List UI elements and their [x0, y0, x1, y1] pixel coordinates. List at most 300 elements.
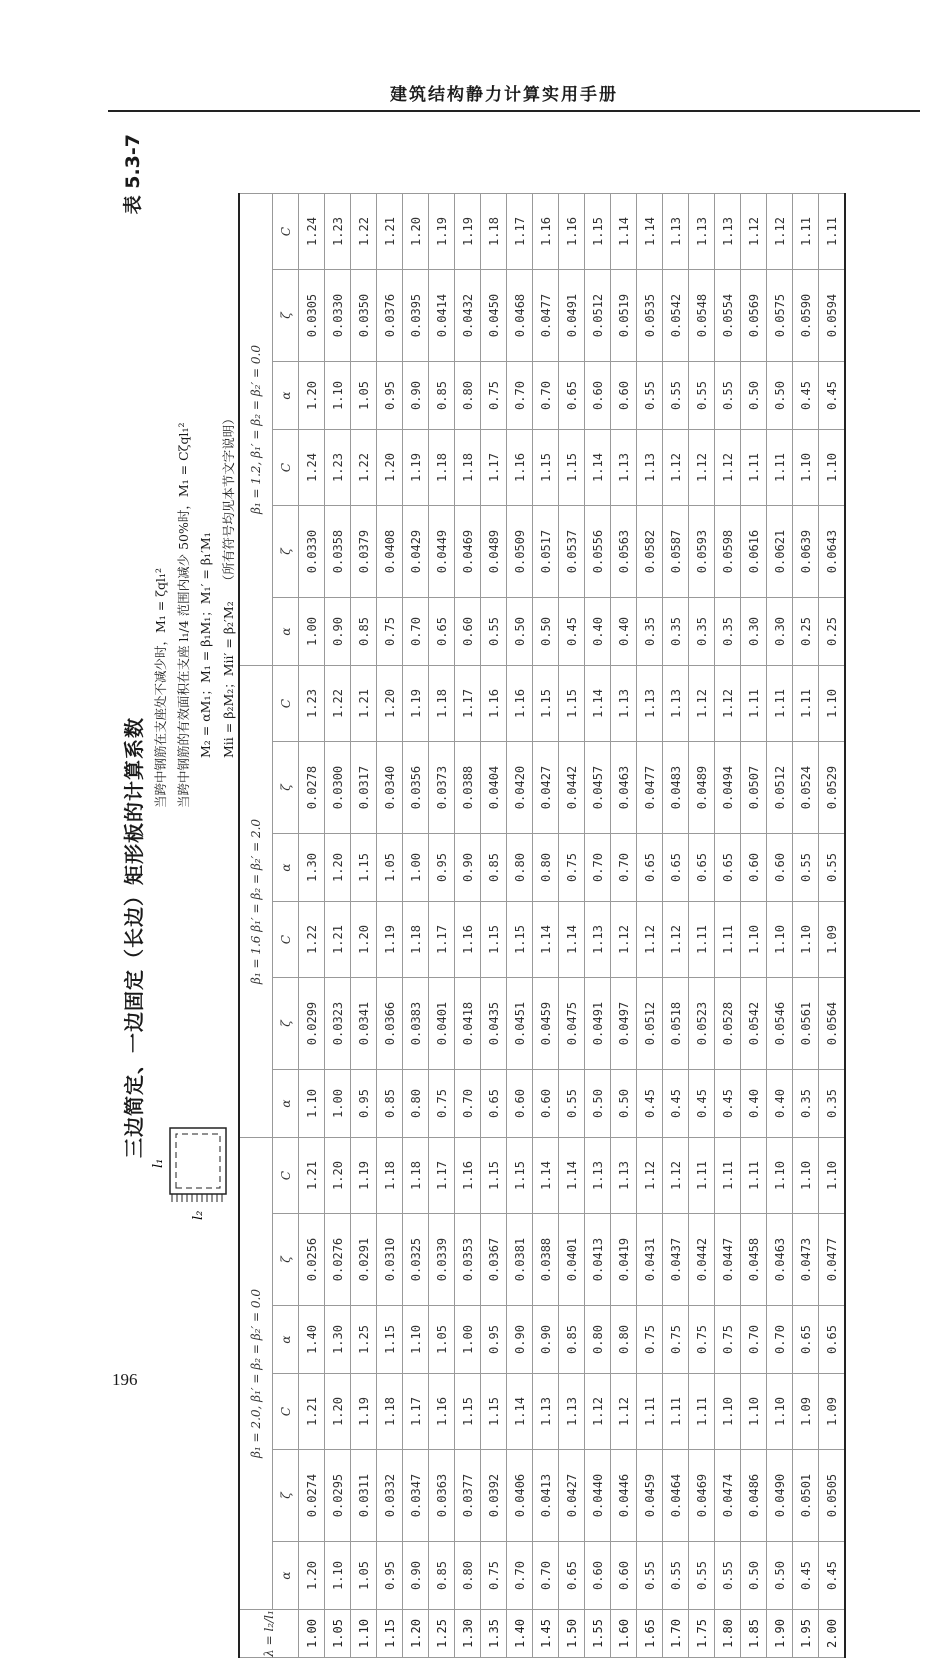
table-cell: 0.0535 — [637, 270, 663, 362]
table-cell: 0.35 — [663, 598, 689, 666]
table-cell: 0.0406 — [507, 1450, 533, 1542]
table-cell: 0.70 — [507, 1542, 533, 1610]
column-header: α — [273, 1070, 299, 1138]
table-cell: 0.0463 — [611, 742, 637, 834]
table-cell: 1.13 — [611, 1138, 637, 1214]
table-cell: 1.18 — [429, 666, 455, 742]
table-cell: 0.0469 — [455, 506, 481, 598]
table-cell: 1.15 — [481, 1374, 507, 1450]
table-cell: 0.90 — [403, 1542, 429, 1610]
table-cell: 1.18 — [403, 1138, 429, 1214]
lambda-value: 1.95 — [793, 1610, 819, 1658]
column-header: C — [273, 430, 299, 506]
table-cell: 1.11 — [793, 194, 819, 270]
table-cell: 1.19 — [455, 194, 481, 270]
table-cell: 0.95 — [429, 834, 455, 902]
table-cell: 0.0469 — [689, 1450, 715, 1542]
table-cell: 1.30 — [299, 834, 325, 902]
table-cell: 0.80 — [455, 1542, 481, 1610]
table-cell: 1.15 — [533, 430, 559, 506]
table-cell: 0.70 — [611, 834, 637, 902]
table-row — [819, 194, 846, 1658]
table-cell: 0.65 — [559, 362, 585, 430]
table-cell: 1.19 — [429, 194, 455, 270]
table-cell: 1.13 — [533, 1374, 559, 1450]
lambda-value: 1.10 — [351, 1610, 377, 1658]
table-cell: 0.0528 — [715, 978, 741, 1070]
table-cell: 0.65 — [689, 834, 715, 902]
table-cell: 0.0447 — [715, 1214, 741, 1306]
table-cell: 0.85 — [377, 1070, 403, 1138]
table-cell: 1.12 — [767, 194, 793, 270]
table-cell: 0.0395 — [403, 270, 429, 362]
table-cell: 1.16 — [455, 902, 481, 978]
table-title: 三边简定、一边固定（长边）矩形板的计算系数 — [122, 717, 146, 1158]
table-row — [429, 194, 455, 1658]
table-cell: 1.13 — [611, 666, 637, 742]
table-cell: 1.11 — [767, 430, 793, 506]
column-header: ζ — [273, 978, 299, 1070]
table-cell: 1.10 — [715, 1374, 741, 1450]
table-row — [741, 194, 767, 1658]
table-cell: 1.10 — [767, 902, 793, 978]
table-cell: 1.14 — [585, 666, 611, 742]
table-cell: 0.45 — [689, 1070, 715, 1138]
table-cell: 1.13 — [611, 430, 637, 506]
lambda-value: 1.65 — [637, 1610, 663, 1658]
table-cell: 1.12 — [585, 1374, 611, 1450]
table-cell: 0.0295 — [325, 1450, 351, 1542]
table-cell: 1.12 — [715, 430, 741, 506]
table-cell: 0.0474 — [715, 1450, 741, 1542]
table-cell: 0.0507 — [741, 742, 767, 834]
table-cell: 0.30 — [741, 598, 767, 666]
table-cell: 0.0429 — [403, 506, 429, 598]
column-header: ζ — [273, 742, 299, 834]
table-cell: 0.0524 — [793, 742, 819, 834]
table-cell: 0.0341 — [351, 978, 377, 1070]
table-cell: 0.50 — [585, 1070, 611, 1138]
table-cell: 0.65 — [637, 834, 663, 902]
table-cell: 0.80 — [403, 1070, 429, 1138]
table-cell: 0.60 — [611, 362, 637, 430]
column-header: C — [273, 1138, 299, 1214]
table-cell: 1.15 — [507, 902, 533, 978]
table-cell: 1.11 — [637, 1374, 663, 1450]
table-cell: 0.45 — [793, 1542, 819, 1610]
column-header: C — [273, 1374, 299, 1450]
table-cell: 0.90 — [455, 834, 481, 902]
table-cell: 1.11 — [689, 1374, 715, 1450]
table-row — [689, 194, 715, 1658]
table-cell: 1.20 — [325, 1374, 351, 1450]
table-cell: 0.0575 — [767, 270, 793, 362]
table-cell: 0.80 — [455, 362, 481, 430]
table-cell: 0.35 — [689, 598, 715, 666]
table-cell: 0.0350 — [351, 270, 377, 362]
table-cell: 0.0392 — [481, 1450, 507, 1542]
table-cell: 1.00 — [403, 834, 429, 902]
table-cell: 0.0408 — [377, 506, 403, 598]
column-header: α — [273, 834, 299, 902]
table-cell: 0.55 — [689, 362, 715, 430]
note-line-2: 当跨中钢筋的有效面积在支座 l₁/4 范围内减少 50%时，M₁ = Cζql₁² — [175, 422, 191, 808]
table-cell: 0.0616 — [741, 506, 767, 598]
table-cell: 0.95 — [481, 1306, 507, 1374]
table-cell: 1.19 — [351, 1374, 377, 1450]
table-cell: 0.0458 — [741, 1214, 767, 1306]
table-cell: 0.40 — [611, 598, 637, 666]
lambda-value: 1.35 — [481, 1610, 507, 1658]
table-cell: 1.10 — [793, 902, 819, 978]
table-cell: 0.90 — [533, 1306, 559, 1374]
table-cell: 1.22 — [299, 902, 325, 978]
lambda-value: 1.90 — [767, 1610, 793, 1658]
table-cell: 0.0414 — [429, 270, 455, 362]
table-cell: 1.16 — [559, 194, 585, 270]
table-cell: 0.0554 — [715, 270, 741, 362]
table-cell: 1.19 — [403, 430, 429, 506]
table-cell: 1.15 — [351, 834, 377, 902]
table-cell: 0.0381 — [507, 1214, 533, 1306]
table-cell: 0.0582 — [637, 506, 663, 598]
table-cell: 0.0419 — [611, 1214, 637, 1306]
table-cell: 1.00 — [299, 598, 325, 666]
table-row — [793, 194, 819, 1658]
table-cell: 1.12 — [689, 666, 715, 742]
table-cell: 1.16 — [507, 430, 533, 506]
table-cell: 1.16 — [533, 194, 559, 270]
table-cell: 0.0512 — [767, 742, 793, 834]
table-cell: 0.35 — [819, 1070, 846, 1138]
table-cell: 0.45 — [819, 362, 846, 430]
table-cell: 0.0542 — [741, 978, 767, 1070]
lambda-value: 1.00 — [299, 1610, 325, 1658]
table-cell: 1.21 — [299, 1138, 325, 1214]
table-cell: 0.40 — [767, 1070, 793, 1138]
table-cell: 1.12 — [637, 1138, 663, 1214]
table-cell: 1.16 — [455, 1138, 481, 1214]
table-cell: 0.0274 — [299, 1450, 325, 1542]
table-cell: 0.85 — [429, 1542, 455, 1610]
table-cell: 0.70 — [507, 362, 533, 430]
table-cell: 0.35 — [637, 598, 663, 666]
table-cell: 0.0512 — [585, 270, 611, 362]
table-cell: 0.60 — [767, 834, 793, 902]
column-header: ζ — [273, 1450, 299, 1542]
table-cell: 0.0564 — [819, 978, 846, 1070]
lambda-value: 1.80 — [715, 1610, 741, 1658]
table-cell: 0.55 — [663, 1542, 689, 1610]
table-cell: 1.14 — [507, 1374, 533, 1450]
column-header: ζ — [273, 270, 299, 362]
table-cell: 0.30 — [767, 598, 793, 666]
table-cell: 0.65 — [559, 1542, 585, 1610]
table-row — [403, 194, 429, 1658]
table-cell: 0.0563 — [611, 506, 637, 598]
table-cell: 1.10 — [767, 1374, 793, 1450]
table-cell: 0.0486 — [741, 1450, 767, 1542]
table-cell: 0.0420 — [507, 742, 533, 834]
table-cell: 0.0497 — [611, 978, 637, 1070]
table-cell: 0.55 — [715, 362, 741, 430]
table-cell: 1.23 — [325, 194, 351, 270]
table-cell: 1.20 — [377, 430, 403, 506]
table-cell: 0.50 — [741, 362, 767, 430]
table-cell: 1.10 — [793, 1138, 819, 1214]
table-cell: 0.40 — [585, 598, 611, 666]
table-cell: 0.25 — [819, 598, 846, 666]
lambda-value: 1.40 — [507, 1610, 533, 1658]
table-cell: 1.15 — [507, 1138, 533, 1214]
table-cell: 0.70 — [585, 834, 611, 902]
table-cell: 0.0437 — [663, 1214, 689, 1306]
column-header: ζ — [273, 1214, 299, 1306]
table-cell: 1.10 — [403, 1306, 429, 1374]
table-cell: 0.75 — [715, 1306, 741, 1374]
table-cell: 0.45 — [663, 1070, 689, 1138]
table-cell: 1.10 — [819, 1138, 846, 1214]
table-cell: 1.13 — [663, 666, 689, 742]
table-cell: 0.95 — [351, 1070, 377, 1138]
lambda-value: 1.45 — [533, 1610, 559, 1658]
column-header: α — [273, 598, 299, 666]
table-row — [715, 194, 741, 1658]
table-row — [351, 194, 377, 1658]
table-cell: 0.0451 — [507, 978, 533, 1070]
table-cell: 0.0330 — [299, 506, 325, 598]
table-cell: 1.10 — [299, 1070, 325, 1138]
lambda-value: 1.50 — [559, 1610, 585, 1658]
table-cell: 0.0291 — [351, 1214, 377, 1306]
table-cell: 0.0401 — [429, 978, 455, 1070]
table-cell: 0.0548 — [689, 270, 715, 362]
table-cell: 1.10 — [793, 430, 819, 506]
table-cell: 1.15 — [377, 1306, 403, 1374]
table-cell: 0.0358 — [325, 506, 351, 598]
note-line-4-tail: （所有符号均见本节文字说明） — [220, 412, 236, 588]
table-cell: 0.0556 — [585, 506, 611, 598]
table-row — [481, 194, 507, 1658]
table-cell: 0.75 — [429, 1070, 455, 1138]
lambda-value: 1.75 — [689, 1610, 715, 1658]
table-cell: 1.10 — [819, 430, 846, 506]
table-cell: 1.30 — [325, 1306, 351, 1374]
table-cell: 0.0489 — [481, 506, 507, 598]
table-cell: 0.60 — [611, 1542, 637, 1610]
table-cell: 1.24 — [299, 430, 325, 506]
table-cell: 0.60 — [455, 598, 481, 666]
table-cell: 1.22 — [351, 430, 377, 506]
table-cell: 1.09 — [819, 1374, 846, 1450]
table-cell: 1.24 — [299, 194, 325, 270]
table-cell: 0.0435 — [481, 978, 507, 1070]
table-cell: 0.0459 — [533, 978, 559, 1070]
table-row — [455, 194, 481, 1658]
table-cell: 1.16 — [507, 666, 533, 742]
table-cell: 1.22 — [351, 194, 377, 270]
table-cell: 0.0546 — [767, 978, 793, 1070]
table-cell: 1.00 — [325, 1070, 351, 1138]
table-cell: 1.18 — [377, 1374, 403, 1450]
table-cell: 1.40 — [299, 1306, 325, 1374]
table-cell: 0.0489 — [689, 742, 715, 834]
table-cell: 0.0598 — [715, 506, 741, 598]
lambda-value: 1.30 — [455, 1610, 481, 1658]
lambda-value: 1.25 — [429, 1610, 455, 1658]
table-cell: 1.17 — [429, 902, 455, 978]
table-cell: 0.50 — [767, 362, 793, 430]
table-cell: 0.50 — [767, 1542, 793, 1610]
table-cell: 0.95 — [377, 1542, 403, 1610]
table-cell: 0.0363 — [429, 1450, 455, 1542]
table-cell: 0.0404 — [481, 742, 507, 834]
table-cell: 0.55 — [663, 362, 689, 430]
table-cell: 0.0376 — [377, 270, 403, 362]
table-cell: 1.18 — [429, 430, 455, 506]
table-cell: 0.95 — [377, 362, 403, 430]
table-cell: 1.16 — [429, 1374, 455, 1450]
table-cell: 1.20 — [299, 1542, 325, 1610]
table-cell: 0.0490 — [767, 1450, 793, 1542]
table-cell: 1.13 — [585, 1138, 611, 1214]
table-cell: 0.80 — [533, 834, 559, 902]
table-cell: 0.0594 — [819, 270, 846, 362]
table-cell: 1.25 — [351, 1306, 377, 1374]
table-cell: 0.0505 — [819, 1450, 846, 1542]
table-cell: 0.0442 — [689, 1214, 715, 1306]
table-cell: 1.21 — [377, 194, 403, 270]
table-cell: 0.75 — [481, 362, 507, 430]
table-cell: 1.18 — [481, 194, 507, 270]
group-header-row — [239, 194, 273, 1658]
table-cell: 0.0299 — [299, 978, 325, 1070]
table-cell: 0.0413 — [585, 1214, 611, 1306]
table-cell: 0.0377 — [455, 1450, 481, 1542]
table-cell: 1.12 — [663, 902, 689, 978]
table-cell: 0.70 — [741, 1306, 767, 1374]
table-cell: 1.15 — [585, 194, 611, 270]
rotated-table-block — [120, 124, 839, 1658]
table-row — [559, 194, 585, 1658]
table-cell: 0.0542 — [663, 270, 689, 362]
table-cell: 0.0305 — [299, 270, 325, 362]
note-line-4-formula: Mⅱ = β₂M₂；Mⅱ′ = β₂′M₂ — [220, 601, 236, 758]
table-row — [533, 194, 559, 1658]
table-cell: 1.15 — [481, 1138, 507, 1214]
table-cell: 0.0491 — [559, 270, 585, 362]
table-cell: 0.60 — [533, 1070, 559, 1138]
table-cell: 1.15 — [559, 430, 585, 506]
table-cell: 1.05 — [429, 1306, 455, 1374]
column-header: C — [273, 194, 299, 270]
table-cell: 1.11 — [715, 902, 741, 978]
group-header: β₁ = 2.0, β₁′ = β₂ = β₂′ = 0.0 — [239, 1138, 273, 1610]
table-cell: 0.0383 — [403, 978, 429, 1070]
table-cell: 1.05 — [351, 1542, 377, 1610]
table-cell: 0.0278 — [299, 742, 325, 834]
table-cell: 1.19 — [351, 1138, 377, 1214]
table-cell: 0.0477 — [819, 1214, 846, 1306]
table-cell: 0.45 — [559, 598, 585, 666]
table-cell: 0.0325 — [403, 1214, 429, 1306]
table-cell: 1.14 — [585, 430, 611, 506]
table-cell: 0.70 — [533, 362, 559, 430]
table-cell: 0.0317 — [351, 742, 377, 834]
table-cell: 0.70 — [533, 1542, 559, 1610]
table-cell: 1.11 — [819, 194, 846, 270]
table-cell: 1.11 — [793, 666, 819, 742]
table-cell: 0.75 — [559, 834, 585, 902]
table-cell: 0.0475 — [559, 978, 585, 1070]
table-cell: 0.0512 — [637, 978, 663, 1070]
lambda-value: 1.85 — [741, 1610, 767, 1658]
table-row — [663, 194, 689, 1658]
table-cell: 0.0440 — [585, 1450, 611, 1542]
table-cell: 0.0367 — [481, 1214, 507, 1306]
table-cell: 1.22 — [325, 666, 351, 742]
table-cell: 0.0509 — [507, 506, 533, 598]
table-cell: 0.0477 — [637, 742, 663, 834]
table-cell: 0.0523 — [689, 978, 715, 1070]
table-cell: 0.0459 — [637, 1450, 663, 1542]
table-cell: 0.35 — [793, 1070, 819, 1138]
table-cell: 0.0339 — [429, 1214, 455, 1306]
table-cell: 0.55 — [481, 598, 507, 666]
note-line-4 — [218, 412, 241, 808]
table-cell: 1.11 — [663, 1374, 689, 1450]
table-cell: 0.0464 — [663, 1450, 689, 1542]
table-cell: 0.0491 — [585, 978, 611, 1070]
table-cell: 1.13 — [689, 194, 715, 270]
table-cell: 0.55 — [637, 1542, 663, 1610]
table-cell: 0.0450 — [481, 270, 507, 362]
table-cell: 1.15 — [559, 666, 585, 742]
table-cell: 1.20 — [325, 834, 351, 902]
table-cell: 0.0442 — [559, 742, 585, 834]
table-cell: 1.18 — [377, 1138, 403, 1214]
table-cell: 0.0347 — [403, 1450, 429, 1542]
table-cell: 1.13 — [663, 194, 689, 270]
table-cell: 0.50 — [741, 1542, 767, 1610]
table-cell: 1.10 — [741, 902, 767, 978]
plate-diagram — [148, 1108, 240, 1228]
table-cell: 0.0432 — [455, 270, 481, 362]
table-cell: 0.70 — [403, 598, 429, 666]
table-cell: 0.0311 — [351, 1450, 377, 1542]
table-cell: 0.85 — [559, 1306, 585, 1374]
table-cell: 0.0418 — [455, 978, 481, 1070]
table-cell: 0.65 — [663, 834, 689, 902]
table-cell: 1.11 — [715, 1138, 741, 1214]
table-cell: 0.0379 — [351, 506, 377, 598]
table-cell: 1.11 — [689, 1138, 715, 1214]
table-cell: 1.13 — [715, 194, 741, 270]
table-cell: 0.0457 — [585, 742, 611, 834]
table-cell: 0.90 — [325, 598, 351, 666]
table-cell: 1.10 — [325, 1542, 351, 1610]
lambda-value: 1.70 — [663, 1610, 689, 1658]
table-cell: 0.0477 — [533, 270, 559, 362]
table-cell: 0.55 — [819, 834, 846, 902]
lambda-value: 1.60 — [611, 1610, 637, 1658]
table-cell: 1.12 — [741, 194, 767, 270]
table-cell: 1.18 — [455, 430, 481, 506]
table-cell: 0.55 — [637, 362, 663, 430]
table-cell: 1.21 — [351, 666, 377, 742]
table-cell: 0.70 — [767, 1306, 793, 1374]
table-cell: 0.0501 — [793, 1450, 819, 1542]
